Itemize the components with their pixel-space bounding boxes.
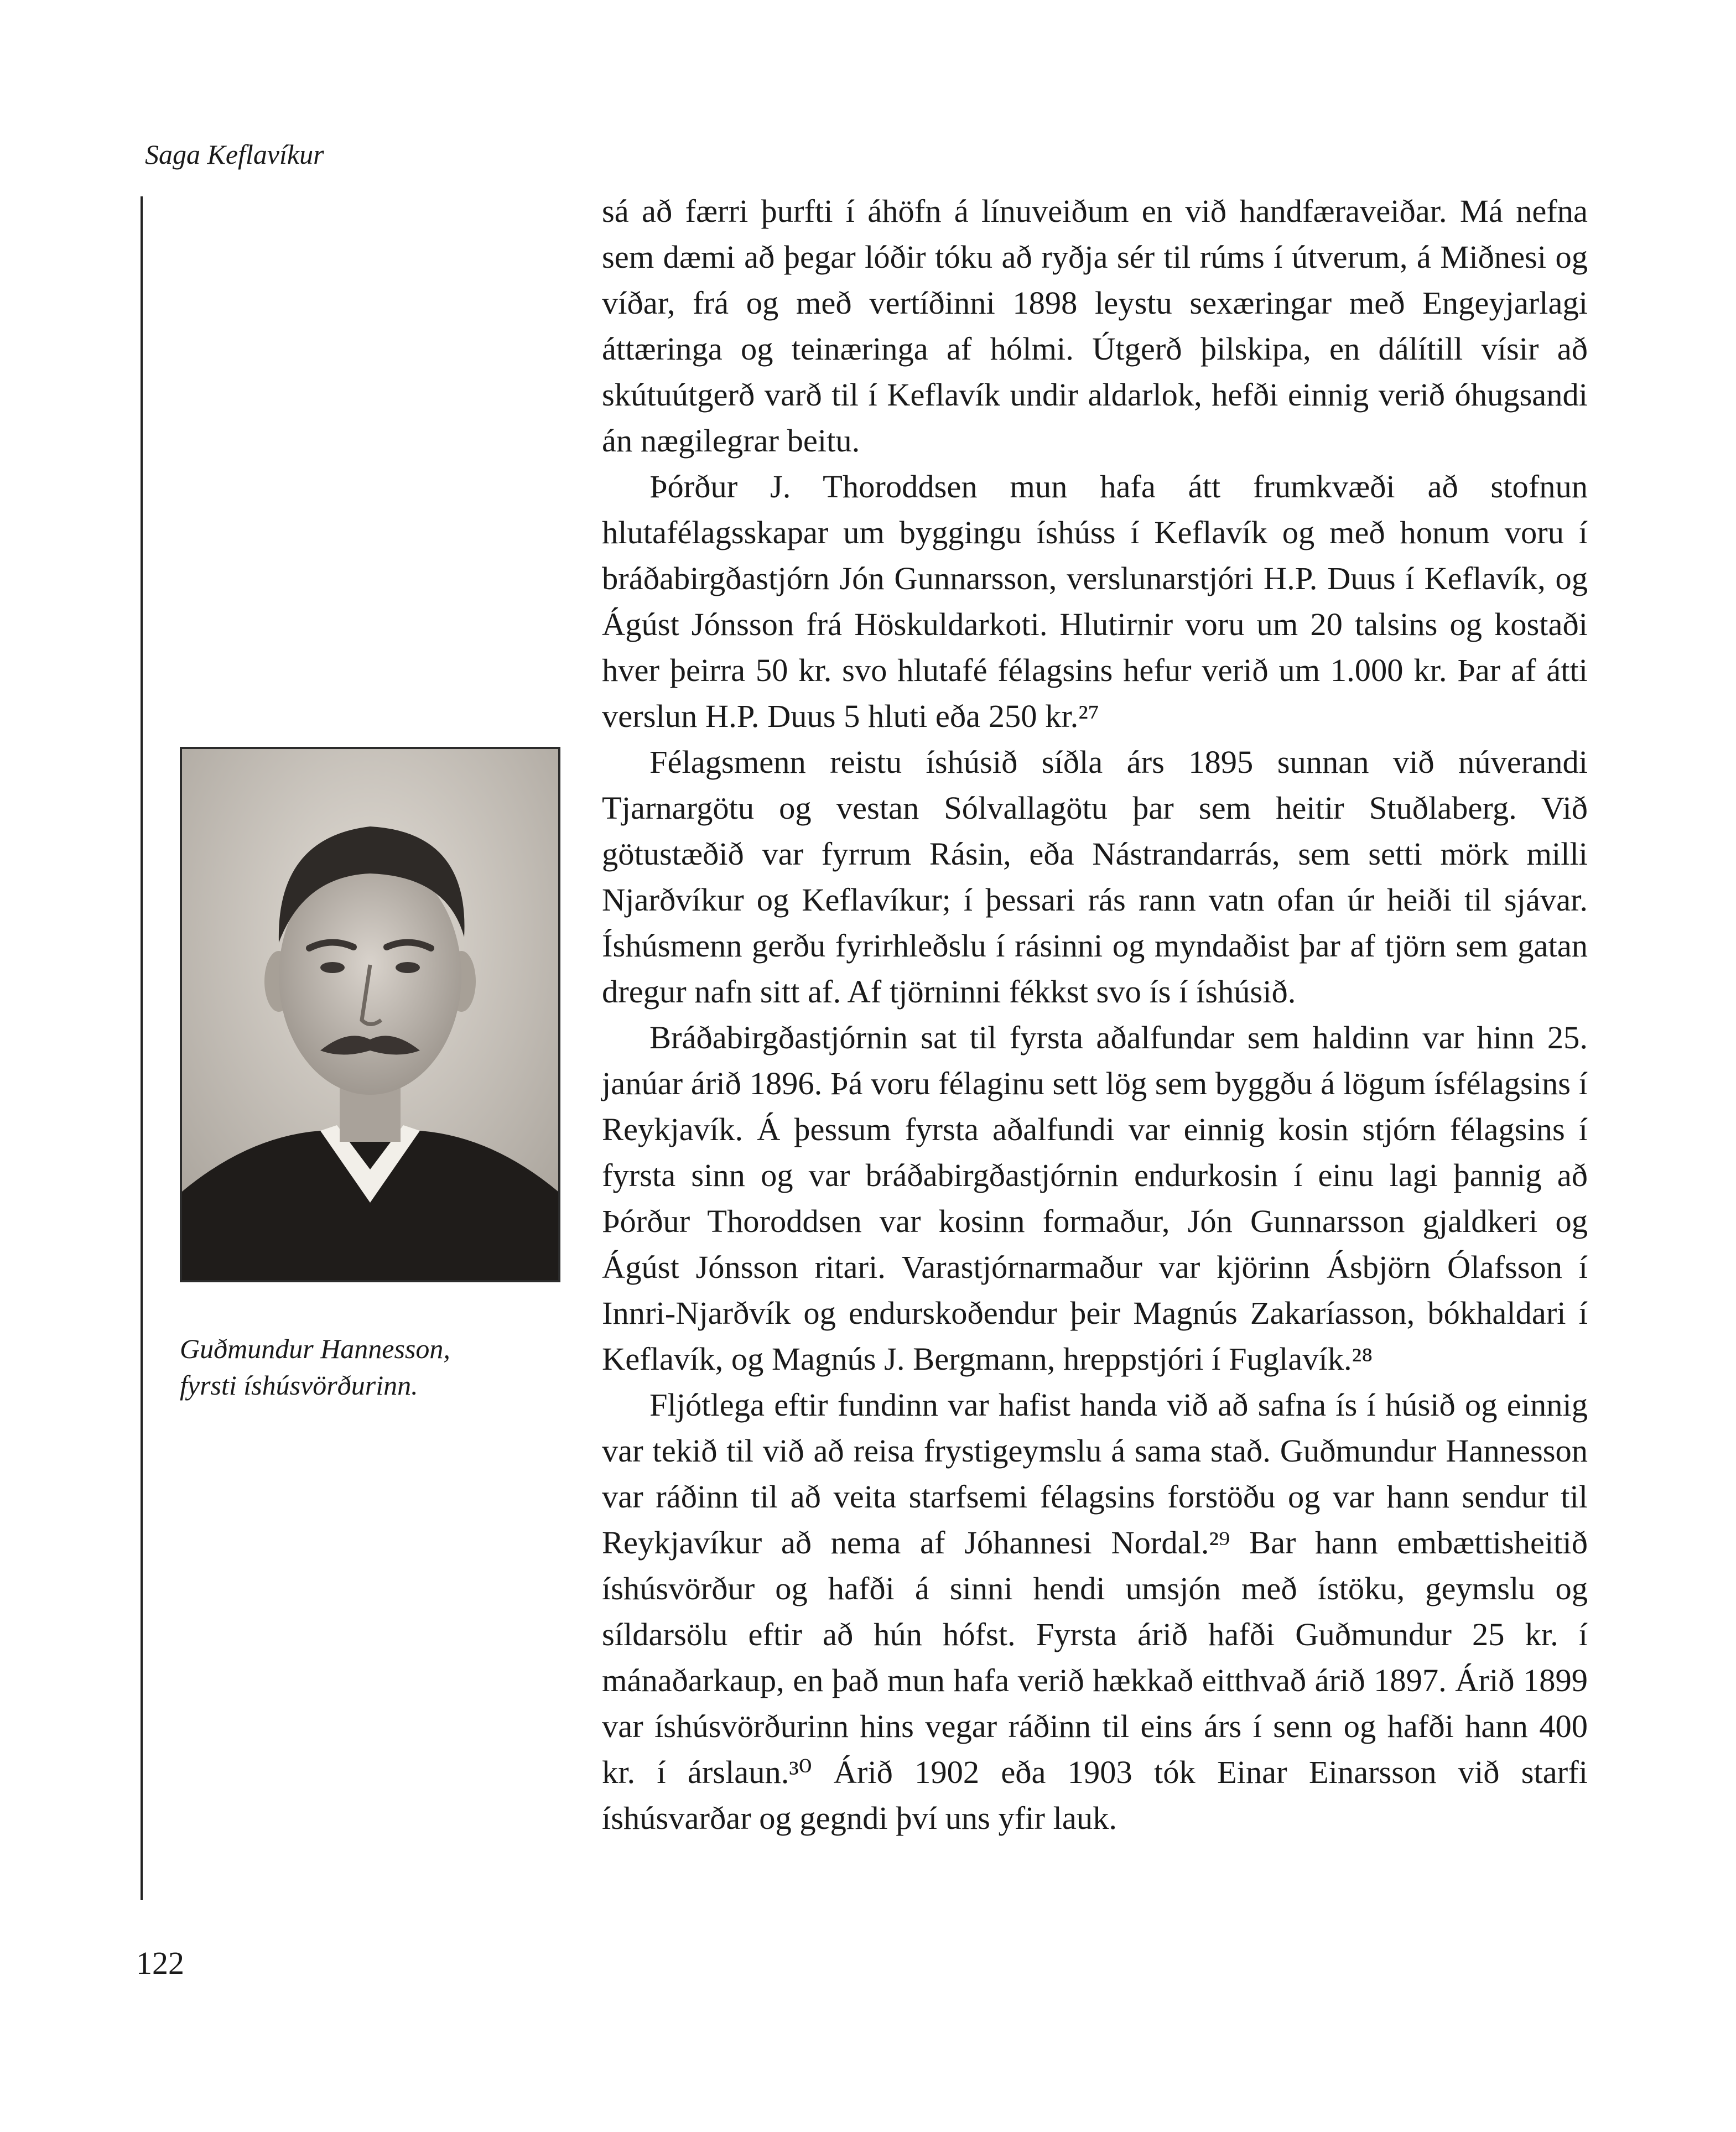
portrait-photo — [180, 747, 560, 1282]
photo-caption — [180, 1330, 450, 1403]
paragraph: sá að færri þurfti í áhöfn á línuveiðum en við handfæraveiðar. Má nefna sem dæmi að þegar lóðir tóku að ryðja sér til rúms í útverum, á Miðnesi og víðar, frá og með vertíðinni 1898 leystu sexæringar með Engeyjarlagi áttæringa og teinæringa af hólmi. Útgerð þilskipa, en dálítill vísir að skútuútgerð varð til í Keflavík undir aldarlok, hefði einnig verið óhugsandi án nægilegrar beitu. — [602, 193, 1588, 459]
page-number: 122 — [136, 1945, 184, 1981]
paragraph: Þórður J. Thoroddsen mun hafa átt frumkvæði að stofnun hlutafélagsskapar um byggingu íshúss í Keflavík og með honum voru í bráðabirgðastjórn Jón Gunnarsson, verslunarstjóri H.P. Duus í Keflavík, og Ágúst Jónsson frá Höskuldarkoti. Hlutirnir voru um 20 talsins og kostaði hver þeirra 50 kr. svo hlutafé félagsins hefur verið um 1.000 kr. Þar af átti verslun H.P. Duus 5 hluti eða 250 kr.²⁷ — [602, 469, 1588, 734]
paragraph: Bráðabirgðastjórnin sat til fyrsta aðalfundar sem haldinn var hinn 25. janúar árið 1896. Þá voru félaginu sett lög sem byggðu á lögum ísfélagsins í Reykjavík. Á þessum fyrsta aðalfundi var einnig kosin stjórn félagsins í fyrsta sinn og var bráðabirgðastjórnin endurkosin í einu lagi þannig að Þórður Thoroddsen var kosinn formaður, Jón Gunnarsson gjaldkeri og Ágúst Jónsson ritari. Varastjórnarmaður var kjörinn Ásbjörn Ólafsson í Innri-Njarðvík og endurskoðendur þeir Magnús Zakaríasson, bókhaldari í Keflavík, og Magnús J. Bergmann, hreppstjóri í Fuglavík.²⁸ — [602, 1020, 1588, 1377]
portrait-illustration — [182, 749, 558, 1280]
margin-rule — [141, 196, 143, 1900]
paragraph: Fljótlega eftir fundinn var hafist handa við að safna ís í húsið og einnig var tekið til við að reisa frystigeymslu á sama stað. Guðmundur Hannesson var ráðinn til að veita starfsemi félagsins forstöðu og var hann sendur til Reykjavíkur að nema af Jóhannesi Nordal.²⁹ Bar hann embættisheitið íshúsvörður og hafði á sinni hendi umsjón með ístöku, geymslu og síldarsölu eftir að hún hófst. Fyrsta árið hafði Guðmundur 25 kr. í mánaðarkaup, en það mun hafa verið hækkað eitthvað árið 1897. Árið 1899 var íshúsvörðurinn hins vegar ráðinn til eins árs í senn og hafði hann 400 kr. í árslaun.³⁰ Árið 1902 eða 1903 tók Einar Einarsson við starfi íshúsvarðar og gegndi því uns yfir lauk. — [602, 1387, 1588, 1836]
caption-line-1: Guðmundur Hannesson, — [180, 1333, 450, 1364]
caption-line-2: fyrsti íshúsvörðurinn. — [180, 1370, 418, 1401]
body-text — [602, 188, 1588, 1841]
paragraph: Félagsmenn reistu íshúsið síðla árs 1895 sunnan við núverandi Tjarnargötu og vestan Sólvallagötu þar sem heitir Stuðlaberg. Við götustæðið var fyrrum Rásin, eða Nástrandarrás, sem setti mörk milli Njarðvíkur og Keflavíkur; í þessari rás rann vatn ofan úr heiði til sjávar. Íshúsmenn gerðu fyrirhleðslu í rásinni og myndaðist þar af tjörn sem gatan dregur nafn sitt af. Af tjörninni fékkst svo ís í íshúsið. — [602, 744, 1588, 1010]
running-head: Saga Keflavíkur — [145, 139, 324, 170]
